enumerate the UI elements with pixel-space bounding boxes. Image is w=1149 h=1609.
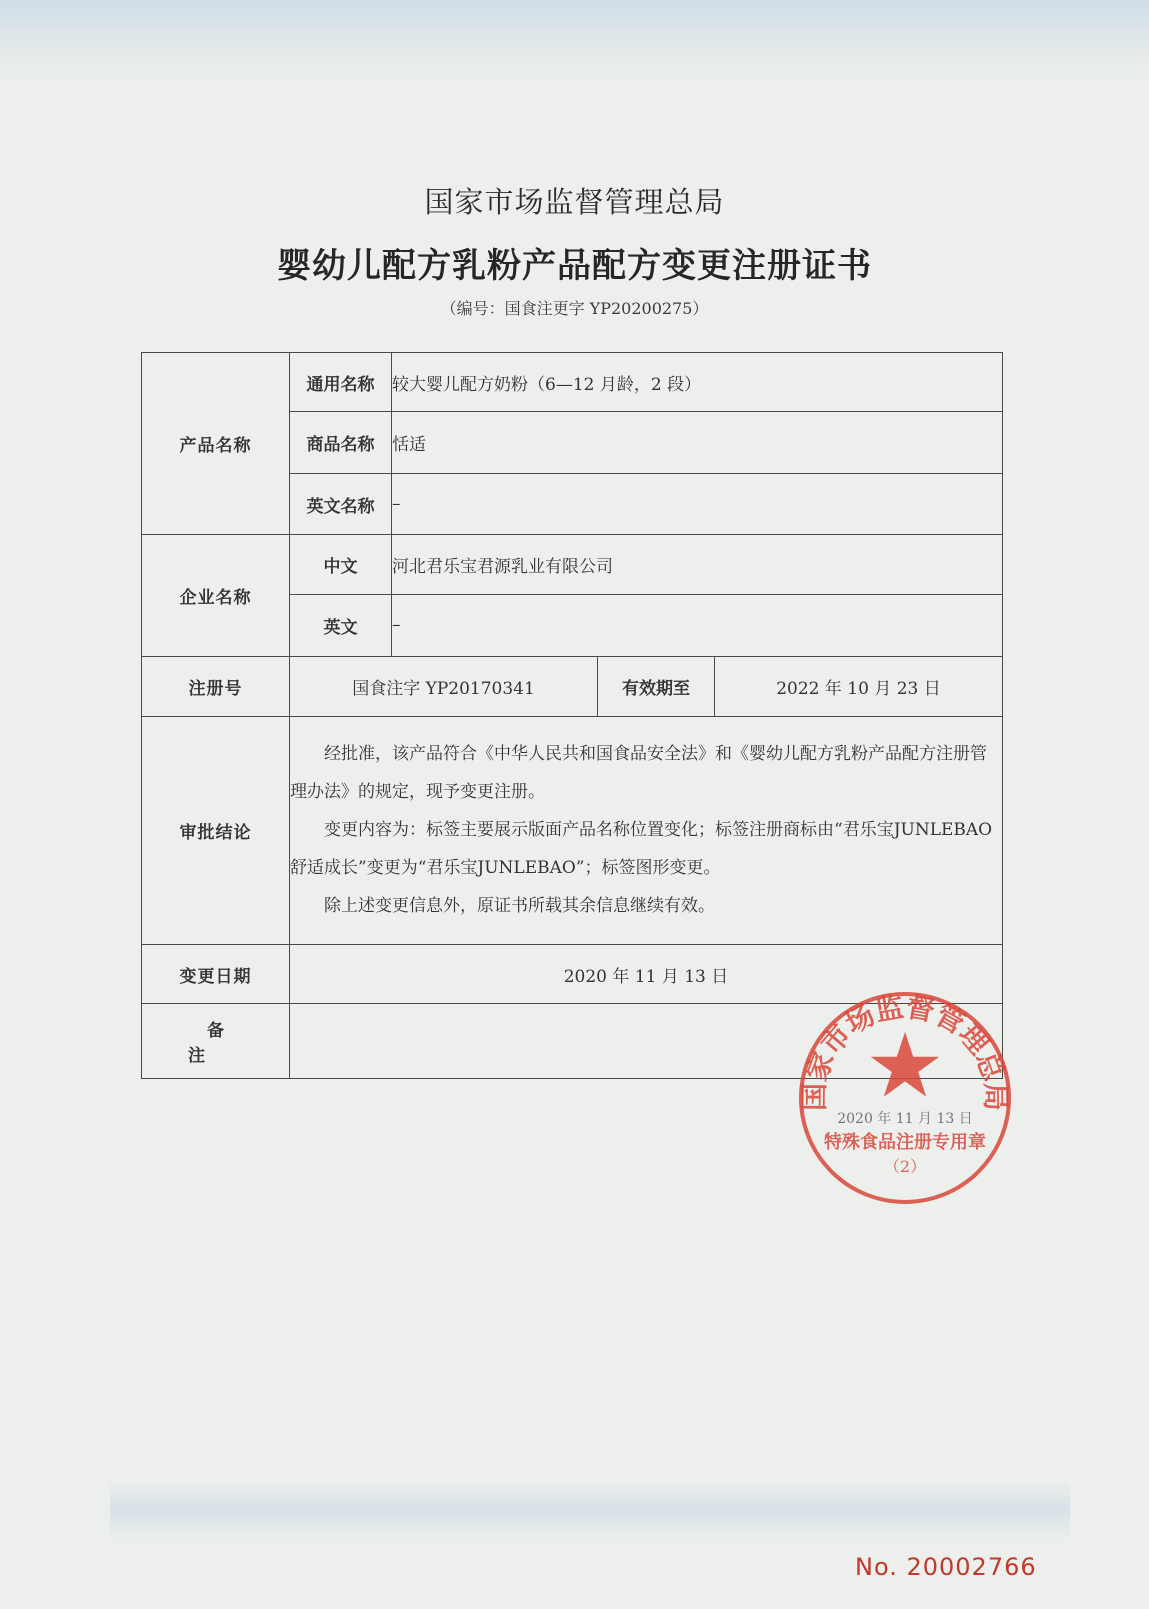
table-row: [142, 353, 1003, 412]
seal-top-text: 国家市场监督管理总局: [797, 990, 1013, 1112]
official-seal: [797, 990, 1013, 1206]
change-date-label: 变更日期: [142, 944, 290, 1003]
seal-date: 2020 年 11 月 13 日: [837, 1111, 973, 1127]
valid-until-label: 有效期至: [598, 657, 715, 716]
registration-value: 国食注字 YP20170341: [290, 657, 598, 716]
english-name-label: 英文名称: [290, 473, 392, 534]
certificate-title: 婴幼儿配方乳粉产品配方变更注册证书: [277, 246, 872, 286]
scan-top-band: [0, 0, 1149, 80]
generic-name-value: 较大婴儿配方奶粉（6—12 月龄，2 段）: [392, 353, 1003, 412]
brand-name-label: 商品名称: [290, 412, 392, 473]
enterprise-cn-value: 河北君乐宝君源乳业有限公司: [392, 535, 1003, 594]
remarks-label: 备注: [188, 1021, 262, 1067]
approval-paragraph: 变更内容为：标签主要展示版面产品名称位置变化；标签注册商标由“君乐宝JUNLEBAO舒适成长”变更为“君乐宝JUNLEBAO”；标签图形变更。: [290, 820, 993, 879]
remarks-label-cell: [142, 1004, 290, 1079]
approval-text: [290, 716, 1003, 944]
agency-name: 国家市场监督管理总局: [424, 185, 725, 219]
table-row: [142, 535, 1003, 594]
generic-name-label: 通用名称: [290, 353, 392, 412]
brand-name-value: 恬适: [392, 412, 1003, 473]
seal-bottom-text: 特殊食品注册专用章: [824, 1132, 986, 1153]
star-icon: [871, 1032, 939, 1097]
english-name-value: –: [392, 473, 1003, 534]
enterprise-en-value: –: [392, 594, 1003, 656]
approval-label: 审批结论: [142, 716, 290, 944]
enterprise-en-label: 英文: [290, 594, 392, 656]
seal-number: （2）: [883, 1157, 927, 1176]
enterprise-group-label: 企业名称: [142, 535, 290, 657]
approval-paragraph: 经批准，该产品符合《中华人民共和国食品安全法》和《婴幼儿配方乳粉产品配方注册管理办法》的规定，现予变更注册。: [290, 744, 987, 803]
registration-label: 注册号: [142, 657, 290, 716]
change-date-value: 2020 年 11 月 13 日: [290, 944, 1003, 1003]
table-row: [142, 657, 1003, 716]
enterprise-cn-label: 中文: [290, 535, 392, 594]
approval-paragraph: 除上述变更信息外，原证书所载其余信息继续有效。: [324, 896, 715, 917]
certificate-table: [141, 352, 1003, 1079]
certificate-number: （编号：国食注更字 YP20200275）: [440, 299, 709, 318]
valid-until-value: 2022 年 10 月 23 日: [715, 657, 1003, 716]
scan-bottom-band: [110, 1480, 1070, 1540]
table-row: [142, 716, 1003, 944]
serial-number: No. 20002766: [855, 1553, 1037, 1581]
product-group-label: 产品名称: [142, 353, 290, 535]
